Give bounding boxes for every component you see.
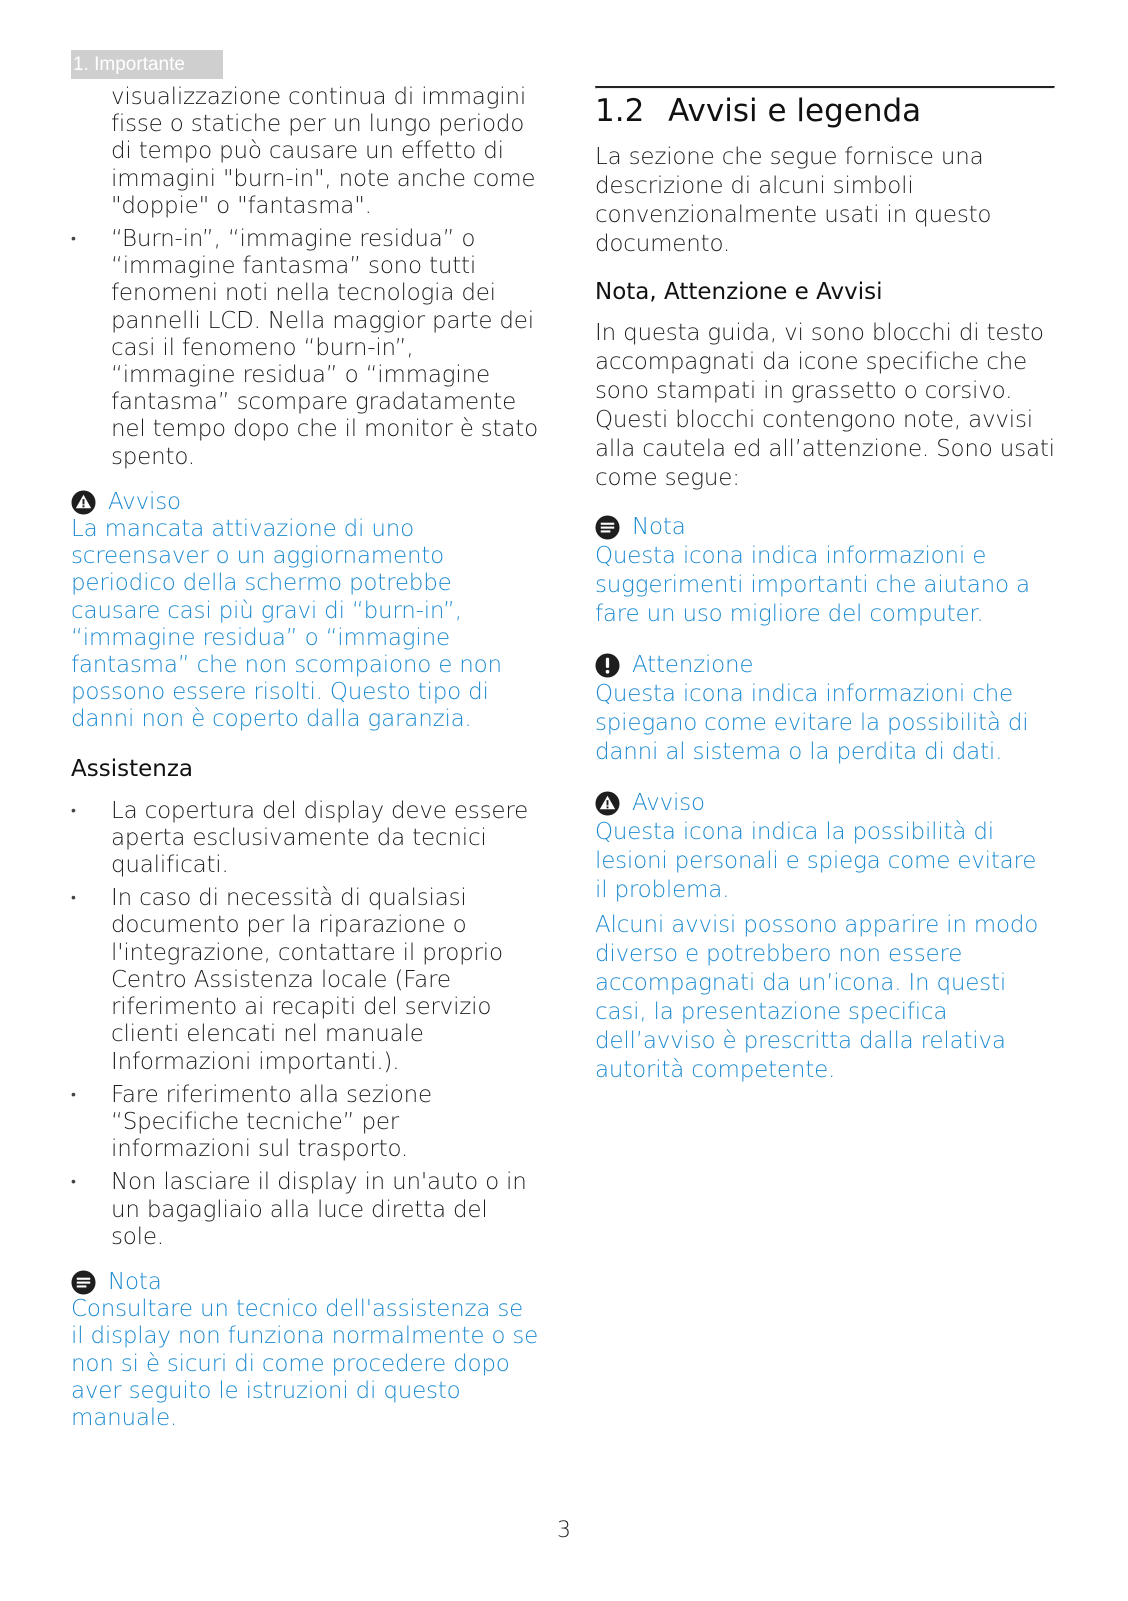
avviso-heading — [595, 789, 1055, 818]
warning-triangle-icon — [71, 490, 96, 515]
note-title: Nota — [108, 1268, 162, 1295]
nota-heading — [595, 513, 1055, 542]
assistance-heading: Assistenza — [71, 755, 193, 782]
left-column — [71, 84, 541, 1432]
nota-text: Questa icona indica informazioni e suggerimenti importanti che aiutano a fare un uso migliore del computer. — [595, 543, 1030, 627]
note-icon — [71, 1270, 96, 1295]
nota-block — [595, 513, 1055, 629]
nota-title: Nota — [632, 514, 686, 540]
attenzione-text: Questa icona indica informazioni che spiegano come evitare la possibilità di danni al sistema o la perdita di dati. — [595, 681, 1029, 765]
sub-heading: Nota, Attenzione e Avvisi — [595, 279, 883, 305]
attenzione-title: Attenzione — [632, 652, 754, 678]
warning-triangle-icon — [595, 791, 620, 816]
intro-paragraph: visualizzazione continua di immagini fisse o statiche per un lungo periodo di tempo può causare un effetto di immagini "burn-in", note anche come "doppie" o "fantasma". — [111, 84, 536, 219]
page-number: 3 — [557, 1518, 571, 1543]
section-title: Avvisi e legenda — [668, 93, 922, 129]
section-heading — [595, 93, 1055, 129]
avviso-extra-text: Alcuni avvisi possono apparire in modo diverso e potrebbero non essere accompagnati da un’icona. In questi casi, la presentazione specifica dell’avviso è prescritta dalla relativa autorità competente. — [595, 912, 1039, 1083]
exclamation-icon — [595, 653, 620, 678]
warning-block — [71, 489, 541, 734]
section-intro: La sezione che segue fornisce una descrizione di alcuni simboli convenzionalmente usati in questo documento. — [595, 144, 992, 257]
list-item: • Fare riferimento alla sezione “Specifiche tecniche” per informazioni sul trasporto. — [71, 1082, 541, 1164]
list-item: • Non lasciare il display in un'auto o in un bagagliaio alla luce diretta del sole. — [71, 1169, 541, 1251]
list-item: • In caso di necessità di qualsiasi documento per la riparazione o l'integrazione, contattare il proprio Centro Assistenza locale (Fare riferimento ai recapiti del servizio clienti elencati nel manuale Informazioni importanti.). — [71, 885, 541, 1075]
warning-title: Avviso — [108, 488, 181, 515]
warning-heading — [71, 489, 541, 516]
avviso-text: Questa icona indica la possibilità di lesioni personali e spiega come evitare il problema. — [595, 819, 1037, 903]
list-item: • La copertura del display deve essere aperta esclusivamente da tecnici qualificati. — [71, 798, 541, 880]
note-icon — [595, 515, 620, 540]
attenzione-heading — [595, 651, 1055, 680]
section-divider — [595, 86, 1055, 89]
note-block — [71, 1269, 541, 1432]
note-text: Consultare un tecnico dell'assistenza se il display non funziona normalmente o se non si è sicuri di come procedere dopo aver seguito le istruzioni di questo manuale. — [71, 1296, 539, 1431]
assistance-list — [71, 798, 541, 1251]
list-item-burnin: • “Burn-in”, “immagine residua” o “immagine fantasma” sono tutti fenomeni noti nella tecnologia dei pannelli LCD. Nella maggior parte dei casi il fenomeno “burn-in”, “immagine residua” o “immagine fantasma” scompare gradatamente nel tempo dopo che il monitor è stato spento. — [71, 226, 541, 471]
warning-text: La mancata attivazione di uno screensaver o un aggiornamento periodico della schermo potrebbe causare casi più gravi di “burn-in”, “immagine residua” o “immagine fantasma” che non scompaiono e non possono essere risolti. Questo tipo di danni non è coperto dalla garanzia. — [71, 516, 502, 733]
note-heading — [71, 1269, 541, 1296]
description-paragraph: In questa guida, vi sono blocchi di testo accompagnati da icone specifiche che sono stampati in grassetto o corsivo. Questi blocchi contengono note, avvisi alla cautela ed all’attenzione. Sono usati come segue: — [595, 320, 1055, 491]
right-column — [595, 86, 1055, 1085]
avviso-block — [595, 789, 1055, 1085]
header-section-tab: 1. Importante — [71, 50, 223, 79]
avviso-title: Avviso — [632, 790, 705, 816]
burnin-list — [71, 226, 541, 471]
section-number: 1.2 — [595, 93, 645, 129]
attenzione-block — [595, 651, 1055, 767]
